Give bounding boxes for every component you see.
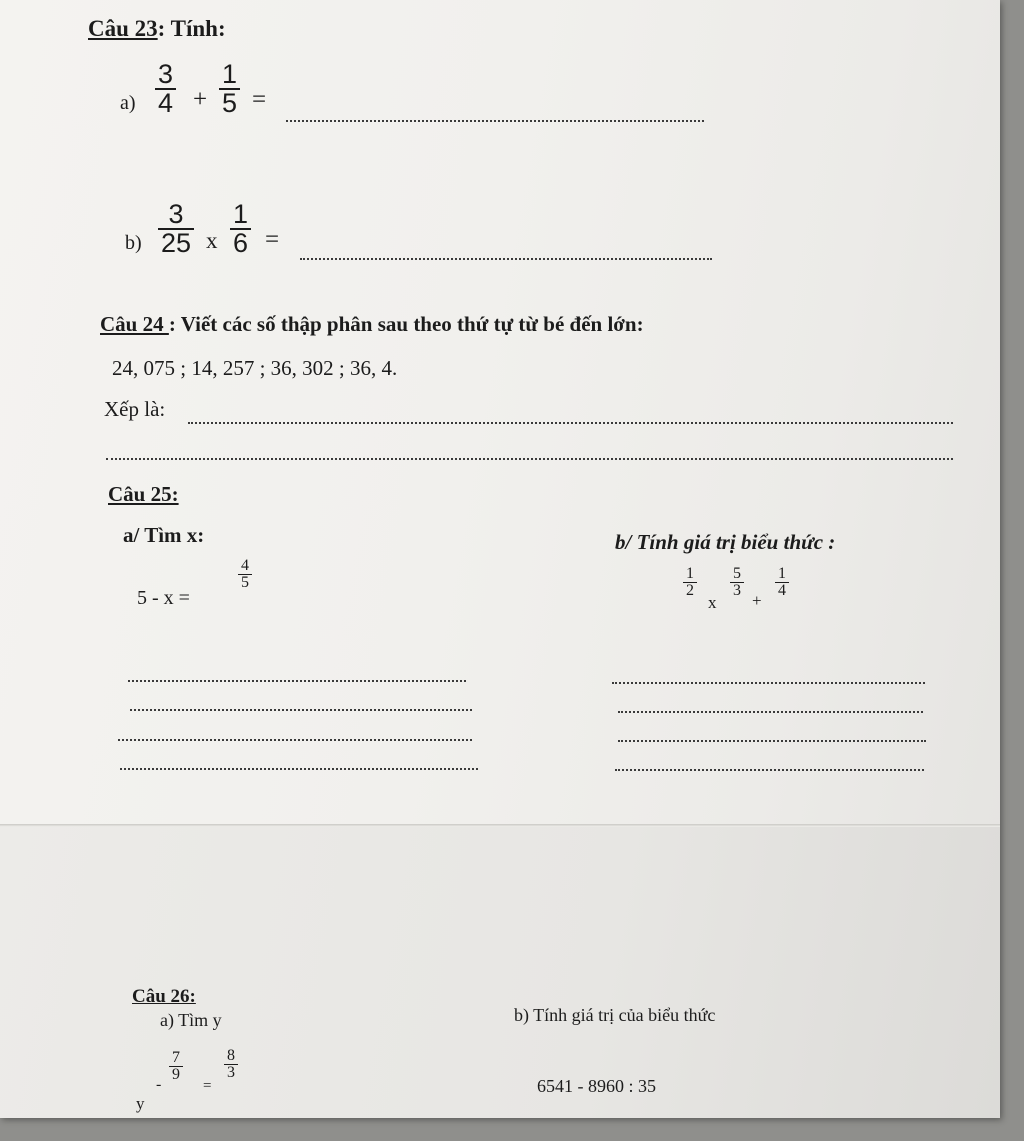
q23a-equals: = <box>252 86 267 113</box>
q26a-label: a) Tìm y <box>160 1010 222 1030</box>
q25b-f1-num: 1 <box>686 565 694 582</box>
q25b-operator-1: x <box>708 593 717 612</box>
q25b-fraction-3 <box>775 566 789 599</box>
q24-title: Câu 24 <box>100 312 169 336</box>
q25b-label: b/ Tính giá trị biểu thức : <box>615 530 836 554</box>
q23b-f1-den: 25 <box>161 228 192 258</box>
lower-page <box>0 827 1000 1118</box>
q23b-answer-line[interactable] <box>300 258 712 260</box>
q25a-label: a/ Tìm x: <box>123 523 205 547</box>
q25b-f3-den: 4 <box>778 582 786 599</box>
q25b-f2-num: 5 <box>733 565 741 582</box>
q25a-work-line-1[interactable] <box>128 680 466 682</box>
q23b-fraction-1 <box>158 201 194 257</box>
q24-answer-line-1[interactable] <box>188 422 953 424</box>
q25a-fraction <box>238 558 252 591</box>
q26a-variable: y <box>136 1094 145 1113</box>
q23a-fraction-2 <box>219 61 240 117</box>
q23b-f2-den: 6 <box>233 228 249 258</box>
q26a-fraction-1 <box>169 1050 183 1083</box>
q24-prompt: : Viết các số thập phân sau theo thứ tự từ bé đến lớn: <box>168 312 644 336</box>
q25b-f1-den: 2 <box>686 582 694 599</box>
q26a-operator: - <box>156 1076 162 1093</box>
q23b-operator: x <box>206 228 218 253</box>
q23b-fraction-2 <box>230 201 251 257</box>
q23a-f2-num: 1 <box>222 59 238 89</box>
q25b-f3-num: 1 <box>778 565 786 582</box>
q25b-operator-2: + <box>752 591 762 610</box>
q23-heading <box>88 16 226 42</box>
q25b-work-line-2[interactable] <box>618 711 923 713</box>
q26-title: Câu 26: <box>132 986 196 1007</box>
q25a-work-line-3[interactable] <box>118 739 472 741</box>
q25a-f-den: 5 <box>241 574 249 591</box>
q23a-label: a) <box>120 92 136 114</box>
q25a-work-line-4[interactable] <box>120 768 478 770</box>
q23a-fraction-1 <box>155 61 176 117</box>
q24-numbers: 24, 075 ; 14, 257 ; 36, 302 ; 36, 4. <box>112 356 398 380</box>
q23b-equals: = <box>265 226 280 253</box>
q24-answer-line-2[interactable] <box>106 458 953 460</box>
q23a-f1-num: 3 <box>158 59 174 89</box>
q24-answer-label: Xếp là: <box>104 397 166 421</box>
q25b-fraction-1 <box>683 566 697 599</box>
q25-title: Câu 25: <box>108 482 179 506</box>
q23b-f1-num: 3 <box>168 199 184 229</box>
q26b-expression: 6541 - 8960 : 35 <box>537 1076 656 1096</box>
q25b-fraction-2 <box>730 566 744 599</box>
q23a-f2-den: 5 <box>222 88 238 118</box>
q25b-work-line-4[interactable] <box>615 769 924 771</box>
q24-heading <box>100 312 644 337</box>
q23a-operator: + <box>193 86 208 113</box>
q26a-equals: = <box>203 1078 212 1094</box>
q26a-fraction-2 <box>224 1048 238 1081</box>
q25a-work-line-2[interactable] <box>130 709 472 711</box>
q23-title-rest: : Tính: <box>157 16 226 41</box>
q25b-f2-den: 3 <box>733 582 741 599</box>
q26b-label: b) Tính giá trị của biểu thức <box>514 1005 716 1025</box>
q23b-label: b) <box>125 232 142 254</box>
q25a-expression: 5 - x = <box>137 587 190 609</box>
q25b-work-line-1[interactable] <box>612 682 925 684</box>
q26a-f2-num: 8 <box>227 1047 235 1064</box>
q25b-work-line-3[interactable] <box>618 740 926 742</box>
q26a-f1-num: 7 <box>172 1049 180 1066</box>
q23b-f2-num: 1 <box>233 199 249 229</box>
q26a-f1-den: 9 <box>172 1066 180 1083</box>
q23a-f1-den: 4 <box>158 88 174 118</box>
q23a-answer-line[interactable] <box>286 120 704 122</box>
q25a-f-num: 4 <box>241 557 249 574</box>
q26a-f2-den: 3 <box>227 1064 235 1081</box>
q23-title: Câu 23 <box>88 16 158 41</box>
